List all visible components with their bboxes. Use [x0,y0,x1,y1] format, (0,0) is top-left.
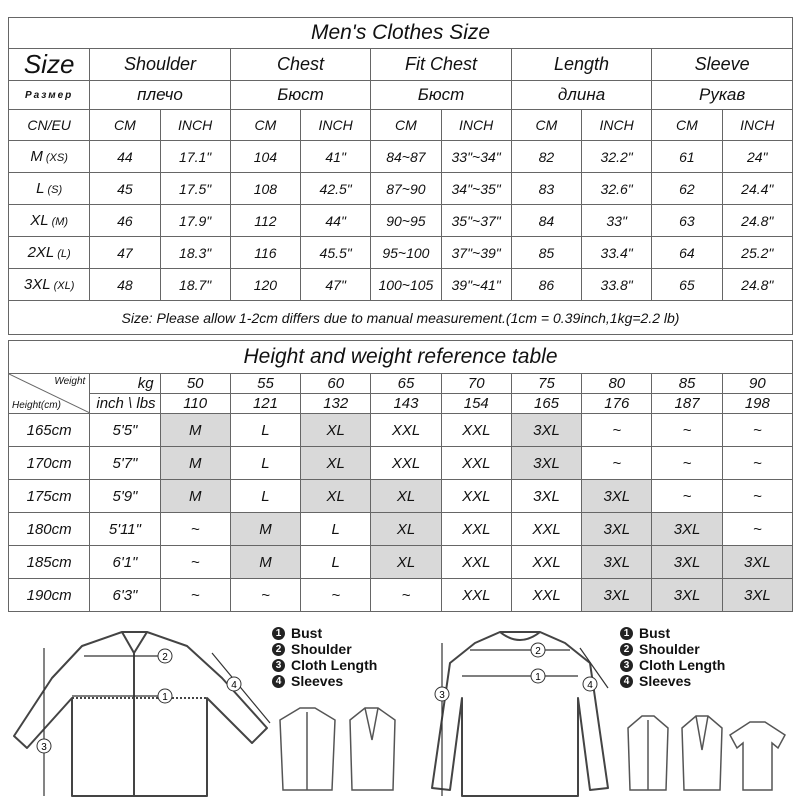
table-row [9,414,793,447]
marker-3-icon [36,738,52,754]
size-recommendation-cell: ~ [371,579,441,612]
measurement-cell: 45.5" [301,237,371,269]
measurement-cell: 108 [230,173,300,205]
height-cm-cell: 190cm [9,579,90,612]
size-recommendation-cell: XXL [441,447,511,480]
height-cm-cell: 185cm [9,546,90,579]
svg-text:2: 2 [535,646,541,657]
size-recommendation-cell: 3XL [582,513,652,546]
measurement-cell: 44 [90,141,160,173]
measurement-cell: 39"~41" [441,269,511,301]
legend-number: 1 [272,627,285,640]
height-weight-table [8,340,793,612]
weight-lbs-cell: 143 [371,394,441,414]
table-row [9,205,793,237]
marker-3-icon [434,686,450,702]
table-row [9,447,793,480]
measurement-cell: 33.4" [582,237,652,269]
measurement-cell: 24.4" [722,173,792,205]
marker-4-icon [582,676,598,692]
legend-number: 2 [272,643,285,656]
measurement-cell: 17.9" [160,205,230,237]
weight-lbs-cell: 154 [441,394,511,414]
size-recommendation-cell: XL [371,513,441,546]
measurement-cell: 46 [90,205,160,237]
unit-cell: CM [230,110,300,141]
weight-kg-cell: 70 [441,374,511,394]
column-header-en: Fit Chest [371,49,512,81]
measurement-cell: 90~95 [371,205,441,237]
measurement-cell: 65 [652,269,722,301]
legend-item [620,673,725,689]
weight-kg-cell: 80 [582,374,652,394]
table-row [9,173,793,205]
height-inch-cell: 5'11" [90,513,160,546]
size-recommendation-cell: XXL [441,513,511,546]
size-label-ru: Размер [9,81,90,110]
measurement-cell: 34"~35" [441,173,511,205]
size-name: XL [30,212,49,229]
legend-left [272,625,377,689]
table-row [9,513,793,546]
measurement-cell: 18.3" [160,237,230,269]
svg-text:1: 1 [162,692,168,703]
legend-label: Bust [291,625,323,641]
table-row [9,579,793,612]
measurement-cell: 112 [230,205,300,237]
legend-item [272,641,377,657]
corner-weight-label: Weight [54,376,86,387]
measurement-cell: 86 [511,269,581,301]
legend-right [620,625,725,689]
height-inch-cell: 5'7" [90,447,160,480]
legend-label: Cloth Length [291,657,378,673]
legend-item [620,657,725,673]
kg-label: kg [90,374,160,394]
size-name-cell [9,173,90,205]
size-recommendation-cell: 3XL [652,579,722,612]
size-recommendation-cell: 3XL [582,579,652,612]
measurement-cell: 25.2" [722,237,792,269]
size-label: Size [9,49,90,81]
legend-label: Sleeves [639,673,692,689]
table-row [9,546,793,579]
measurement-cell: 62 [652,173,722,205]
measurement-cell: 33.8" [582,269,652,301]
size-recommendation-cell: XL [371,546,441,579]
svg-text:1: 1 [535,672,541,683]
weight-lbs-cell: 198 [722,394,792,414]
legend-item [620,625,725,641]
column-header-ru: плечо [90,81,231,110]
measurement-cell: 24.8" [722,269,792,301]
size-alt: (L) [57,248,71,260]
size-chart-title: Men's Clothes Size [9,18,793,49]
size-recommendation-cell: L [230,480,300,513]
svg-text:3: 3 [439,690,445,701]
measurement-cell: 85 [511,237,581,269]
column-header-ru: Бюст [230,81,371,110]
measurement-cell: 33" [582,205,652,237]
svg-text:3: 3 [41,742,47,753]
size-recommendation-cell: 3XL [652,513,722,546]
legend-number: 3 [272,659,285,672]
legend-item [272,657,377,673]
size-recommendation-cell: XL [301,447,371,480]
measurement-cell: 104 [230,141,300,173]
size-recommendation-cell: ~ [230,579,300,612]
weight-kg-cell: 55 [230,374,300,394]
height-cm-cell: 175cm [9,480,90,513]
legend-label: Sleeves [291,673,344,689]
size-recommendation-cell: ~ [652,447,722,480]
size-recommendation-cell: 3XL [582,480,652,513]
size-recommendation-cell: ~ [160,546,230,579]
height-cm-cell: 170cm [9,447,90,480]
size-name: 3XL [23,276,51,293]
size-name-cell [9,269,90,301]
legend-item [272,673,377,689]
measurement-cell: 37"~39" [441,237,511,269]
size-recommendation-cell: ~ [582,447,652,480]
svg-text:4: 4 [587,680,593,691]
column-header-en: Chest [230,49,371,81]
size-recommendation-cell: XXL [511,579,581,612]
size-recommendation-cell: ~ [160,513,230,546]
marker-2-icon [157,648,173,664]
measurement-cell: 83 [511,173,581,205]
unit-cell: CM [371,110,441,141]
size-recommendation-cell: M [160,414,230,447]
size-name-cell [9,205,90,237]
size-name: 2XL [27,244,55,261]
size-recommendation-cell: M [230,546,300,579]
inch-lbs-label: inch \ lbs [90,394,160,414]
size-recommendation-cell: XL [301,480,371,513]
size-recommendation-cell: XXL [441,579,511,612]
jackets-illustration [270,700,400,795]
measurement-cell: 24" [722,141,792,173]
measurement-cell: 32.2" [582,141,652,173]
shirt-measurement-diagram [12,618,272,803]
size-recommendation-cell: L [301,546,371,579]
cardigans-tshirt-illustration [620,710,790,795]
measurement-cell: 24.8" [722,205,792,237]
measurement-note: Size: Please allow 1-2cm differs due to manual measurement.(1cm = 0.39inch,1kg=2.2 lb) [9,301,793,335]
measurement-cell: 41" [301,141,371,173]
size-recommendation-cell: XXL [441,480,511,513]
size-recommendation-cell: XXL [511,513,581,546]
measurement-cell: 35"~37" [441,205,511,237]
size-recommendation-cell: ~ [722,513,792,546]
measurement-cell: 48 [90,269,160,301]
shirt-illustration [12,618,272,798]
unit-cell: INCH [160,110,230,141]
size-recommendation-cell: M [230,513,300,546]
size-recommendation-cell: L [230,414,300,447]
size-recommendation-cell: 3XL [722,579,792,612]
weight-kg-cell: 50 [160,374,230,394]
height-inch-cell: 5'5" [90,414,160,447]
weight-lbs-cell: 110 [160,394,230,414]
measurement-cell: 33"~34" [441,141,511,173]
size-recommendation-cell: L [230,447,300,480]
marker-1-icon [530,668,546,684]
legend-number: 4 [620,675,633,688]
unit-cell: CM [652,110,722,141]
measurement-cell: 18.7" [160,269,230,301]
column-header-en: Shoulder [90,49,231,81]
measurement-cell: 44" [301,205,371,237]
size-recommendation-cell: XXL [371,447,441,480]
measurement-cell: 116 [230,237,300,269]
sweater-measurement-diagram [430,618,610,803]
measurement-cell: 64 [652,237,722,269]
size-recommendation-cell: 3XL [582,546,652,579]
measurement-cell: 84 [511,205,581,237]
marker-4-icon [226,676,242,692]
marker-1-icon [157,688,173,704]
legend-item [620,641,725,657]
table-row [9,141,793,173]
size-recommendation-cell: ~ [160,579,230,612]
size-recommendation-cell: M [160,447,230,480]
table-row [9,269,793,301]
weight-kg-cell: 85 [652,374,722,394]
size-name: L [36,180,45,197]
size-recommendation-cell: 3XL [722,546,792,579]
column-header-en: Length [511,49,652,81]
legend-label: Shoulder [639,641,700,657]
size-recommendation-cell: ~ [722,447,792,480]
legend-number: 4 [272,675,285,688]
unit-cell: INCH [441,110,511,141]
measurement-cell: 82 [511,141,581,173]
size-alt: (M) [51,216,69,228]
measurement-cell: 42.5" [301,173,371,205]
column-header-ru: длина [511,81,652,110]
size-recommendation-cell: ~ [652,480,722,513]
height-inch-cell: 5'9" [90,480,160,513]
size-recommendation-cell: 3XL [511,414,581,447]
size-recommendation-cell: M [160,480,230,513]
measurement-cell: 61 [652,141,722,173]
measurement-cell: 17.1" [160,141,230,173]
unit-cell: INCH [582,110,652,141]
weight-lbs-cell: 176 [582,394,652,414]
weight-kg-cell: 75 [511,374,581,394]
weight-height-corner [9,374,90,414]
reference-title: Height and weight reference table [9,341,793,374]
legend-label: Cloth Length [639,657,726,673]
legend-number: 3 [620,659,633,672]
table-row [9,237,793,269]
weight-lbs-cell: 121 [230,394,300,414]
weight-lbs-cell: 132 [301,394,371,414]
measurement-cell: 47 [90,237,160,269]
unit-cell: CM [90,110,160,141]
measurement-cell: 87~90 [371,173,441,205]
measurement-cell: 32.6" [582,173,652,205]
size-chart-table [8,17,793,335]
weight-lbs-cell: 165 [511,394,581,414]
legend-label: Shoulder [291,641,352,657]
height-cm-cell: 165cm [9,414,90,447]
measurement-cell: 120 [230,269,300,301]
size-recommendation-cell: ~ [652,414,722,447]
size-recommendation-cell: 3XL [652,546,722,579]
unit-cell: CM [511,110,581,141]
size-recommendation-cell: ~ [722,480,792,513]
column-header-ru: Бюст [371,81,512,110]
sweater-illustration [430,618,610,798]
table-row [9,480,793,513]
unit-cell: INCH [722,110,792,141]
weight-kg-cell: 90 [722,374,792,394]
measurement-cell: 63 [652,205,722,237]
size-alt: (S) [47,184,63,196]
size-recommendation-cell: XXL [371,414,441,447]
unit-cell: INCH [301,110,371,141]
weight-lbs-cell: 187 [652,394,722,414]
measurement-cell: 45 [90,173,160,205]
size-recommendation-cell: ~ [582,414,652,447]
marker-2-icon [530,642,546,658]
size-recommendation-cell: 3XL [511,447,581,480]
size-recommendation-cell: XXL [511,546,581,579]
size-recommendation-cell: ~ [301,579,371,612]
column-header-en: Sleeve [652,49,793,81]
size-recommendation-cell: ~ [722,414,792,447]
height-cm-cell: 180cm [9,513,90,546]
size-name: M [30,148,43,165]
size-recommendation-cell: XXL [441,414,511,447]
measurement-cell: 17.5" [160,173,230,205]
height-inch-cell: 6'3" [90,579,160,612]
size-recommendation-cell: 3XL [511,480,581,513]
size-recommendation-cell: XL [371,480,441,513]
size-name-cell [9,141,90,173]
svg-text:2: 2 [162,652,168,663]
measurement-cell: 100~105 [371,269,441,301]
corner-height-label: Height(cm) [12,400,61,411]
svg-text:4: 4 [231,680,237,691]
size-recommendation-cell: XXL [441,546,511,579]
legend-item [272,625,377,641]
measurement-cell: 95~100 [371,237,441,269]
measurement-cell: 47" [301,269,371,301]
size-recommendation-cell: L [301,513,371,546]
legend-number: 1 [620,627,633,640]
column-header-ru: Рукав [652,81,793,110]
weight-kg-cell: 60 [301,374,371,394]
legend-label: Bust [639,625,671,641]
size-recommendation-cell: XL [301,414,371,447]
legend-number: 2 [620,643,633,656]
measurement-cell: 84~87 [371,141,441,173]
weight-kg-cell: 65 [371,374,441,394]
size-alt: (XS) [45,152,68,164]
size-alt: (XL) [53,280,75,292]
size-name-cell [9,237,90,269]
unit-cell: CN/EU [9,110,90,141]
height-inch-cell: 6'1" [90,546,160,579]
